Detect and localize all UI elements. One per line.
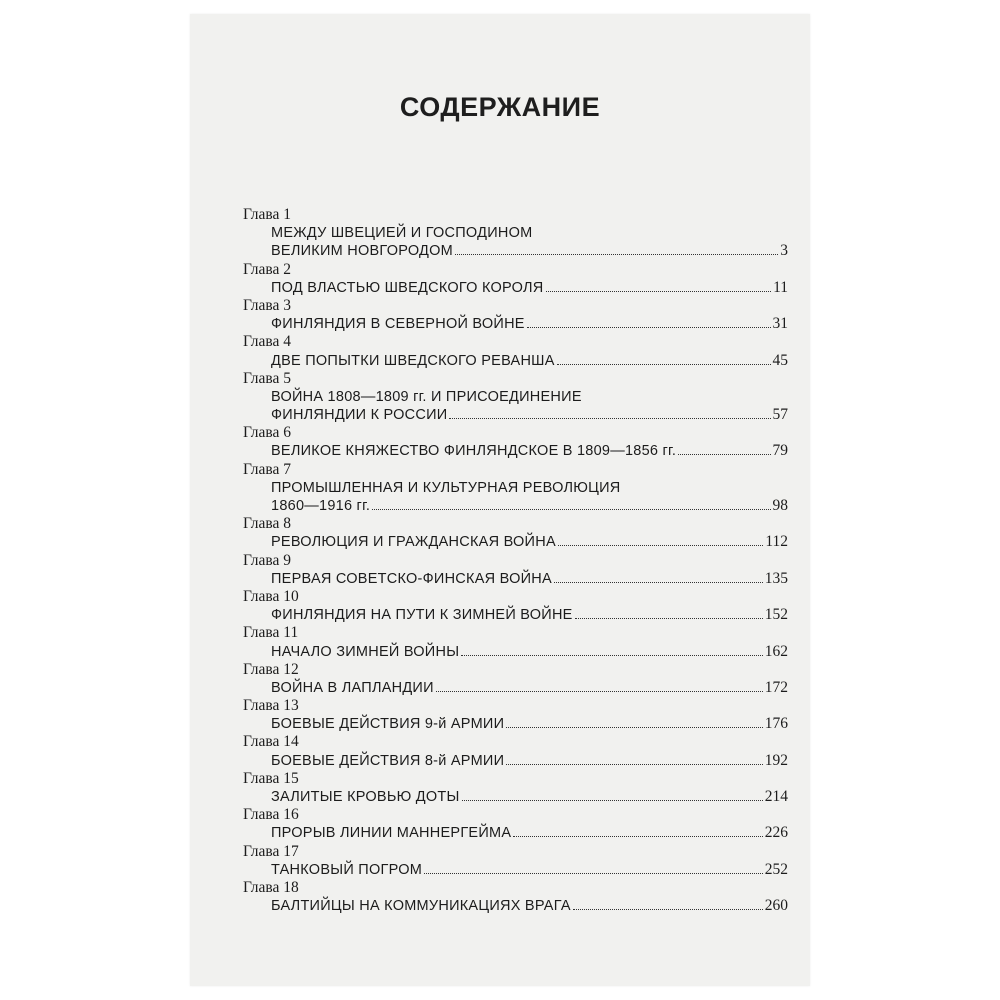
page-number: 11 [773, 278, 788, 296]
dot-leader [424, 873, 763, 874]
chapter-label: Глава 2 [243, 260, 292, 278]
toc-entry [243, 588, 788, 624]
toc-entry [243, 733, 788, 769]
toc-entry [243, 770, 788, 806]
page-title: СОДЕРЖАНИЕ [399, 92, 601, 122]
chapter-title-text: ПРОМЫШЛЕННАЯ И КУЛЬТУРНАЯ РЕВОЛЮЦИЯ [271, 479, 621, 496]
toc-entry [243, 461, 788, 516]
chapter-label: Глава 14 [243, 733, 299, 751]
page-number: 172 [764, 678, 788, 696]
chapter-title-text: ТАНКОВЫЙ ПОГРОМ [271, 861, 423, 878]
chapter-label: Глава 11 [243, 624, 299, 642]
dot-leader [557, 364, 771, 365]
dot-leader [527, 327, 771, 328]
chapter-label: Глава 13 [243, 697, 299, 715]
chapter-title-line [243, 570, 788, 588]
dot-leader [573, 909, 763, 910]
dot-leader [558, 545, 763, 546]
chapter-label: Глава 16 [243, 806, 299, 824]
dot-leader [513, 836, 762, 837]
chapter-title-line [243, 442, 788, 460]
page-number: 57 [772, 406, 788, 424]
page-number: 162 [764, 642, 788, 660]
toc-entry [243, 843, 788, 879]
toc-entry [243, 370, 788, 425]
toc-entry [243, 297, 788, 333]
chapter-label: Глава 7 [243, 460, 292, 478]
chapter-label: Глава 17 [243, 842, 299, 860]
dot-leader [678, 454, 770, 455]
chapter-title-text: ФИНЛЯНДИИ К РОССИИ [271, 407, 448, 424]
chapter-title-line [243, 315, 788, 333]
chapter-title-line [243, 497, 788, 515]
page-number: 252 [764, 860, 788, 878]
toc-entry [243, 206, 788, 261]
dot-leader [461, 655, 762, 656]
chapter-title-text: ДВЕ ПОПЫТКИ ШВЕДСКОГО РЕВАНША [271, 352, 555, 369]
chapter-title-text: ВОЙНА В ЛАПЛАНДИИ [271, 679, 434, 696]
chapter-title-text: 1860—1916 гг. [271, 498, 371, 514]
chapter-label: Глава 1 [243, 206, 292, 223]
dot-leader [449, 418, 770, 419]
toc-entry [243, 661, 788, 697]
toc-entry [243, 515, 788, 551]
page-number: 260 [764, 897, 788, 915]
chapter-title-text: РЕВОЛЮЦИЯ И ГРАЖДАНСКАЯ ВОЙНА [271, 534, 556, 551]
chapter-title-line [243, 752, 788, 770]
chapter-title-text: ФИНЛЯНДИЯ В СЕВЕРНОЙ ВОЙНЕ [271, 316, 525, 333]
page-number: 79 [772, 442, 788, 460]
chapter-title-line [243, 788, 788, 806]
toc-entry [243, 697, 788, 733]
dot-leader [436, 691, 763, 692]
dot-leader [546, 291, 772, 292]
chapter-title-text: ПРОРЫВ ЛИНИИ МАННЕРГЕЙМА [271, 825, 512, 842]
dot-leader [462, 800, 763, 801]
page-number: 192 [764, 751, 788, 769]
chapter-title-text: БОЕВЫЕ ДЕЙСТВИЯ 9-й АРМИИ [271, 716, 505, 733]
chapter-title-text: ВЕЛИКОЕ КНЯЖЕСТВО ФИНЛЯНДСКОЕ В 1809—1856 гг. [271, 443, 677, 460]
toc-entry [243, 879, 788, 915]
chapter-title-line [243, 533, 788, 551]
page-number: 98 [772, 497, 788, 514]
chapter-label: Глава 8 [243, 515, 292, 533]
chapter-title-line [243, 679, 788, 697]
chapter-title-line [243, 406, 788, 424]
chapter-title-text: ПЕРВАЯ СОВЕТСКО-ФИНСКАЯ ВОЙНА [271, 570, 552, 587]
page-number: 112 [765, 533, 788, 551]
chapter-title-text: ПОД ВЛАСТЬЮ ШВЕДСКОГО КОРОЛЯ [271, 279, 544, 296]
chapter-title-line [243, 715, 788, 733]
page-number: 214 [764, 788, 788, 805]
dot-leader [506, 727, 763, 728]
chapter-label: Глава 9 [243, 551, 292, 569]
chapter-title-line [243, 897, 788, 915]
toc-entry [243, 261, 788, 297]
chapter-title-text: БАЛТИЙЦЫ НА КОММУНИКАЦИЯХ ВРАГА [271, 898, 571, 915]
page-number: 135 [764, 569, 788, 587]
dot-leader [506, 764, 763, 765]
page-number: 226 [764, 824, 788, 842]
chapter-label: Глава 4 [243, 333, 292, 351]
chapter-label: Глава 15 [243, 769, 299, 787]
chapter-title-text: МЕЖДУ ШВЕЦИЕЙ И ГОСПОДИНОМ [271, 225, 533, 242]
chapter-title-line [243, 352, 788, 370]
chapter-title-text: БОЕВЫЕ ДЕЙСТВИЯ 8-й АРМИИ [271, 752, 505, 769]
page-number: 176 [764, 715, 788, 733]
toc-entry [243, 333, 788, 369]
page-number: 45 [772, 351, 788, 369]
chapter-title-line [243, 279, 788, 297]
dot-leader [372, 509, 770, 510]
toc-entry [243, 552, 788, 588]
chapter-title-line [243, 861, 788, 879]
toc-entry [243, 424, 788, 460]
page-number: 31 [772, 315, 788, 333]
chapter-title-line [243, 824, 788, 842]
table-of-contents [243, 206, 788, 915]
toc-entry [243, 806, 788, 842]
dot-leader [455, 254, 778, 255]
chapter-title-text: НАЧАЛО ЗИМНЕЙ ВОЙНЫ [271, 643, 460, 660]
chapter-title-line [243, 606, 788, 624]
chapter-title-line [243, 643, 788, 661]
chapter-label: Глава 3 [243, 296, 292, 314]
dot-leader [554, 582, 763, 583]
page-number: 152 [764, 606, 788, 624]
toc-entry [243, 624, 788, 660]
chapter-title-text: ВОЙНА 1808—1809 гг. И ПРИСОЕДИНЕНИЕ [271, 388, 582, 405]
chapter-title-line [243, 242, 788, 260]
dot-leader [575, 618, 763, 619]
chapter-title-text: ЗАЛИТЫЕ КРОВЬЮ ДОТЫ [271, 789, 460, 805]
book-page [190, 14, 810, 986]
chapter-label: Глава 5 [243, 369, 292, 387]
chapter-label: Глава 12 [243, 660, 299, 678]
chapter-title-text: ВЕЛИКИМ НОВГОРОДОМ [271, 243, 453, 260]
chapter-label: Глава 18 [243, 878, 299, 896]
chapter-title-text: ФИНЛЯНДИЯ НА ПУТИ К ЗИМНЕЙ ВОЙНЕ [271, 607, 573, 624]
chapter-label: Глава 10 [243, 587, 299, 605]
chapter-label: Глава 6 [243, 424, 292, 442]
page-number: 3 [780, 242, 788, 260]
